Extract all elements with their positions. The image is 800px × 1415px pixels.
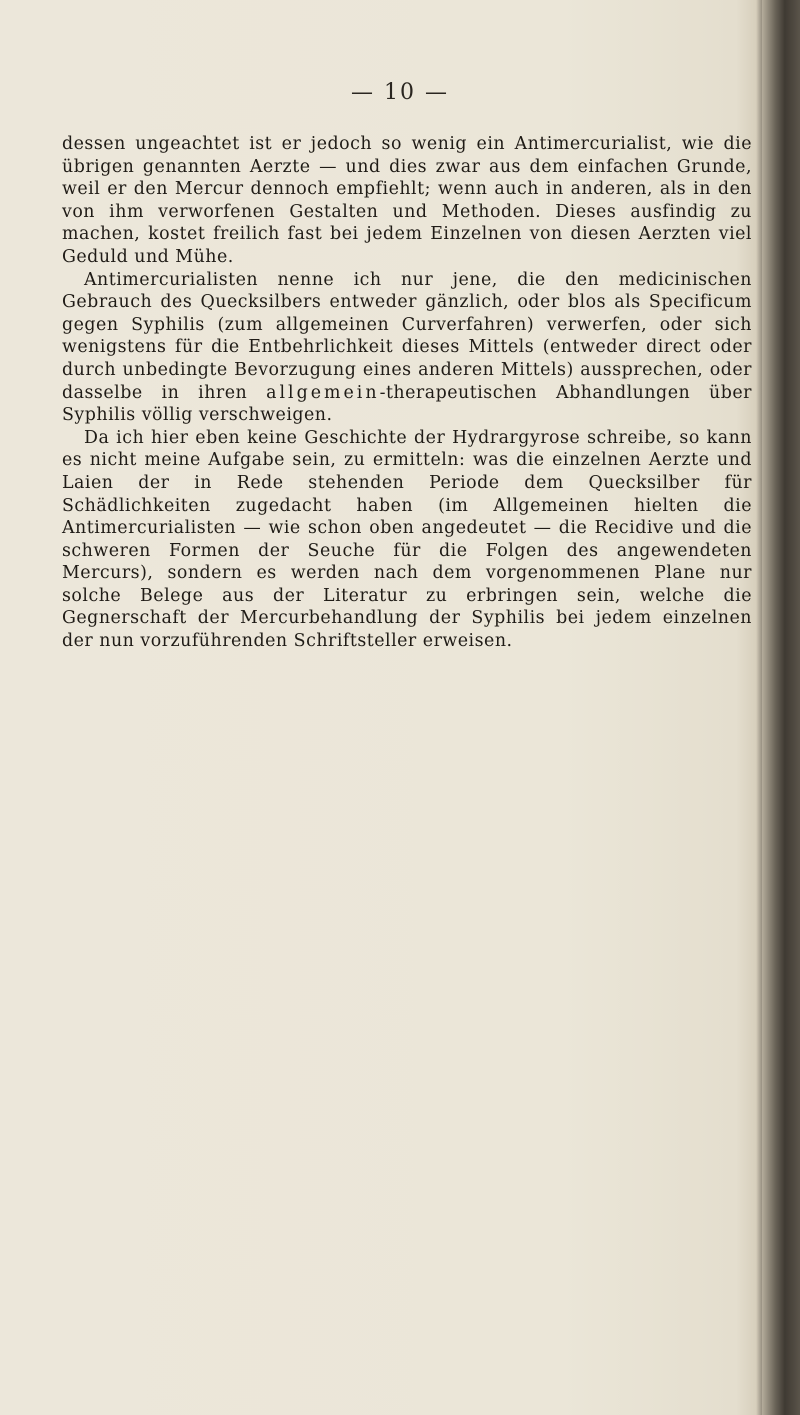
page-number: — 10 — <box>351 80 449 105</box>
paragraph-2-spaced-word: allgemein <box>266 382 380 403</box>
paragraph-2 <box>62 269 752 427</box>
paragraph-2-text-before: Antimercurialisten nenne ich nur jene, die den medicinischen Gebrauch des Quecksilbers entweder gänzlich, oder blos als Specificum gegen Syphilis (zum allgemeinen Curverfahren) verwerfen, oder sich wenigstens für die Entbehrlichkeit dieses Mittels (entweder direct oder durch unbedingte Bevorzugung eines anderen Mittels) aussprechen, oder dasselbe in ihren <box>62 269 752 403</box>
body-text <box>62 133 752 653</box>
book-binding-gutter <box>762 0 800 1415</box>
paragraph-1: dessen ungeachtet ist er jedoch so wenig ein Antimercurialist, wie die übrigen genannten Aerzte — und dies zwar aus dem einfachen Grunde, weil er den Mercur dennoch empfiehlt; wenn auch in anderen, als in den von ihm verworfenen Gestalten und Methoden. Dieses ausfindig zu machen, kostet freilich fast bei jedem Einzelnen von diesen Aerzten viel Geduld und Mühe. <box>62 134 752 267</box>
paragraph-3: Da ich hier eben keine Geschichte der Hydrargyrose schreibe, so kann es nicht meine Aufgabe sein, zu ermitteln: was die einzelnen Aerzte und Laien der in Rede stehenden Periode dem Quecksilber für Schädlichkeiten zugedacht haben (im Allgemeinen hielten die Antimercurialisten — wie schon oben angedeutet — die Recidive und die schweren Formen der Seuche für die Folgen des angewendeten Mercurs), sondern es werden nach dem vorgenommenen Plane nur solche Belege aus der Literatur zu erbringen sein, welche die Gegnerschaft der Mercurbehandlung der Syphilis bei jedem einzelnen der nun vorzuführenden Schriftsteller erweisen. <box>62 427 752 652</box>
paragraph-2-text-after: -therapeutischen Abhandlungen über Syphilis völlig verschweigen. <box>62 382 752 426</box>
